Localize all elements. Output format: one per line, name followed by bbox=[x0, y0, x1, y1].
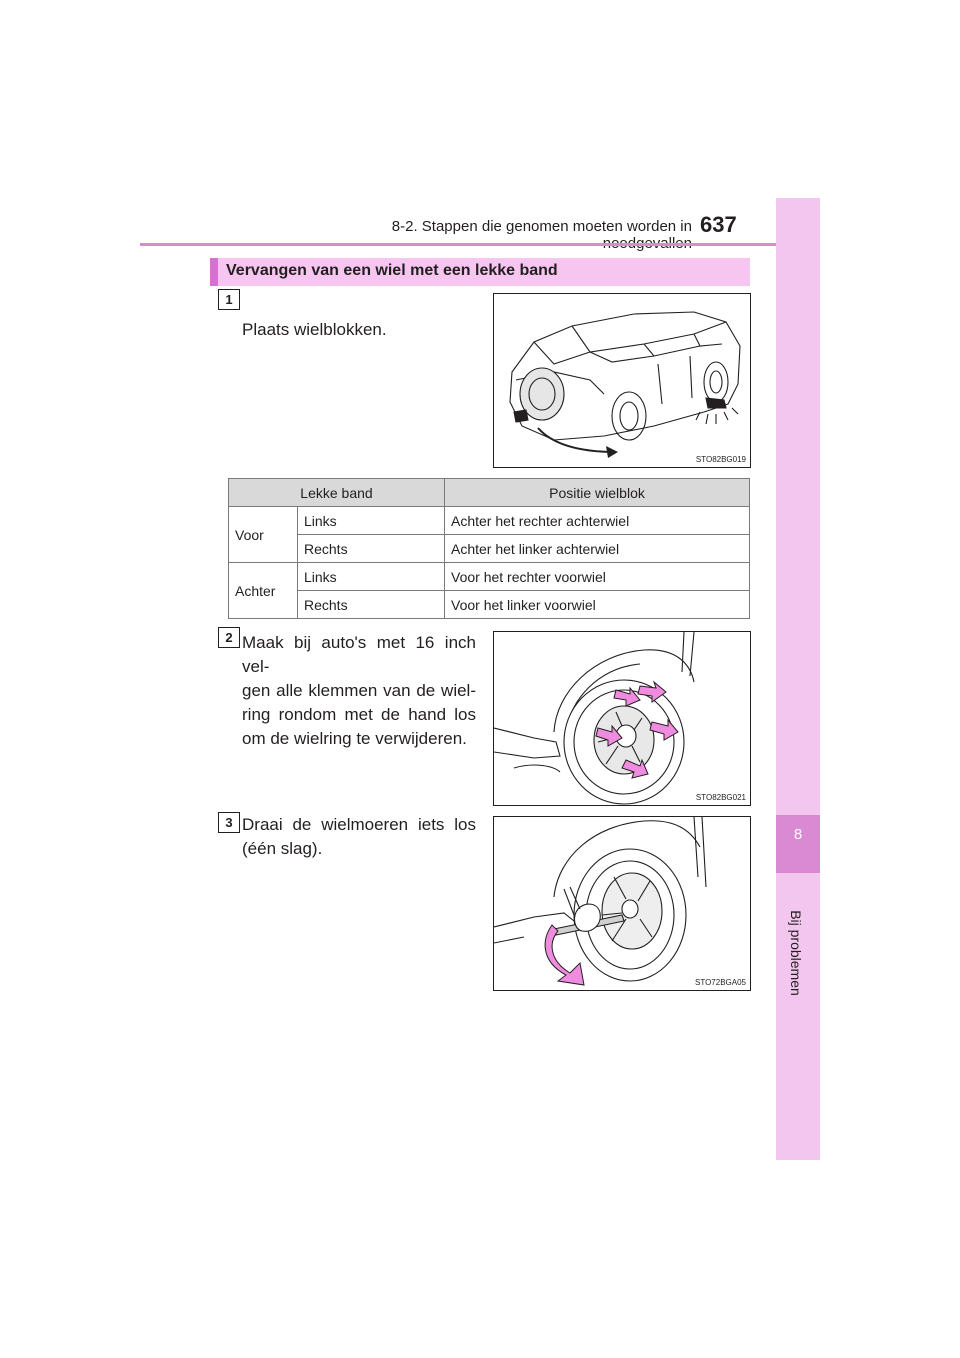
table-row bbox=[229, 591, 750, 619]
wheel-chock-table bbox=[228, 478, 750, 619]
step-1-badge: 1 bbox=[218, 289, 240, 310]
figure-wheel-nuts bbox=[493, 816, 751, 991]
table-header-chock-position: Positie wielblok bbox=[445, 479, 750, 507]
step-2-text bbox=[242, 631, 476, 751]
step-2-line: om de wielring te verwijderen. bbox=[242, 729, 467, 748]
table-cell-side: Rechts bbox=[298, 535, 445, 563]
table-cell-position: Achter het linker achterwiel bbox=[445, 535, 750, 563]
step-3-badge: 3 bbox=[218, 812, 240, 833]
page-number: 637 bbox=[700, 212, 737, 237]
step-3-line: Draai de wielmoeren iets los bbox=[242, 815, 476, 834]
table-row bbox=[229, 535, 750, 563]
section-heading-accent bbox=[210, 258, 218, 286]
table-row bbox=[229, 507, 750, 535]
header-rule bbox=[140, 243, 820, 246]
table-cell-position: Voor het linker voorwiel bbox=[445, 591, 750, 619]
step-3-text bbox=[242, 813, 476, 861]
table-cell-side: Links bbox=[298, 507, 445, 535]
table-cell-position: Voor het rechter voorwiel bbox=[445, 563, 750, 591]
chapter-tab-active[interactable] bbox=[776, 815, 820, 873]
step-2-badge: 2 bbox=[218, 627, 240, 648]
step-2-line: ring rondom met de hand los bbox=[242, 705, 476, 724]
figure-wheel-chock bbox=[493, 293, 751, 468]
chapter-number: 8 bbox=[793, 826, 803, 843]
table-header-flat-tire: Lekke band bbox=[229, 479, 445, 507]
chapter-label: Bij problemen bbox=[788, 910, 804, 996]
running-header-section: 8-2. Stappen die genomen moeten worden in bbox=[391, 218, 692, 235]
step-2-line: Maak bij auto's met 16 inch vel- bbox=[242, 633, 476, 676]
table-cell-position: Achter het rechter achterwiel bbox=[445, 507, 750, 535]
section-title: Vervangen van een wiel met een lekke band bbox=[226, 262, 558, 279]
table-group-front: Voor bbox=[229, 507, 298, 563]
step-3-line: (één slag). bbox=[242, 839, 323, 858]
wheel-chock-illustration bbox=[494, 294, 750, 467]
wheel-ornament-clips-illustration bbox=[494, 632, 750, 805]
step-1-text: Plaats wielblokken. bbox=[242, 320, 387, 339]
step-2-line: gen alle klemmen van de wiel- bbox=[242, 681, 476, 700]
table-cell-side: Links bbox=[298, 563, 445, 591]
table-group-rear: Achter bbox=[229, 563, 298, 619]
wheel-nut-loosening-illustration bbox=[494, 817, 750, 990]
figure-wheel-ornament bbox=[493, 631, 751, 806]
table-cell-side: Rechts bbox=[298, 591, 445, 619]
chapter-strip bbox=[776, 198, 820, 1160]
figure-1-label: STO82BG019 bbox=[695, 455, 746, 464]
table-row bbox=[229, 563, 750, 591]
figure-2-label: STO82BG021 bbox=[695, 793, 746, 802]
figure-3-label: STO72BGA05 bbox=[695, 978, 746, 987]
